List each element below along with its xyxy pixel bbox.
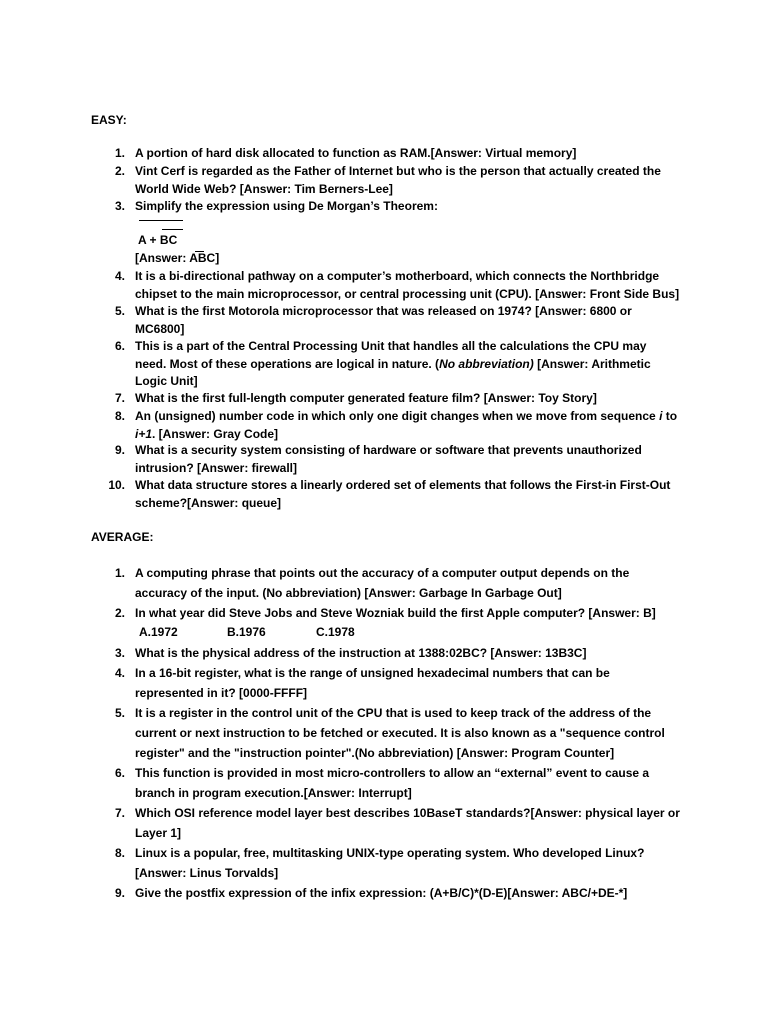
question-text-italic: i: [659, 409, 663, 423]
question-text: In what year did Steve Jobs and Steve Wozniak build the first Apple computer? [Answer: B]: [135, 606, 656, 620]
section-title-average: AVERAGE:: [91, 530, 154, 544]
question-number: 5.: [114, 304, 125, 318]
question-text: A portion of hard disk allocated to function as RAM.[Answer: Virtual memory]: [135, 146, 577, 160]
question-number: 7.: [114, 806, 125, 820]
expression-overbar-long: [139, 220, 183, 221]
question-text: register" and the "instruction pointer".(No abbreviation) [Answer: Program Counter]: [135, 746, 615, 760]
section-title-easy: EASY:: [91, 113, 127, 127]
question-text: This is a part of the Central Processing Unit that handles all the calculations the CPU may: [135, 339, 647, 353]
question-number: 9.: [114, 886, 125, 900]
question-number: 9.: [114, 443, 125, 457]
question-number: 1.: [114, 566, 125, 580]
question-text: What is the physical address of the instruction at 1388:02BC? [Answer: 13B3C]: [135, 646, 587, 660]
question-number: 10.: [108, 478, 125, 492]
question-text: It is a register in the control unit of the CPU that is used to keep track of the address of the: [135, 706, 652, 720]
question-text: World Wide Web? [Answer: Tim Berners-Lee]: [135, 181, 393, 196]
question-number: 8.: [114, 409, 125, 423]
question-text: represented in it? [0000-FFFF]: [135, 686, 308, 700]
question-number: 2.: [114, 606, 125, 620]
question-text: intrusion? [Answer: firewall]: [135, 460, 298, 475]
question-text: chipset to the main microprocessor, or central processing unit (CPU). [Answer: Front Side Bus]: [135, 286, 680, 301]
question-number: 3.: [114, 199, 125, 213]
question-text: scheme?[Answer: queue]: [135, 495, 282, 510]
question-text-italic: i+1: [135, 426, 153, 441]
question-text: accuracy of the input. (No abbreviation) [Answer: Garbage In Garbage Out]: [135, 586, 562, 600]
question-number: 1.: [114, 146, 125, 160]
question-text: Give the postfix expression of the infix expression: (A+B/C)*(D-E)[Answer: ABC/+DE-*]: [135, 886, 628, 900]
question-text: What is a security system consisting of hardware or software that prevents unauthorized: [135, 443, 642, 457]
question-text: branch in program execution.[Answer: Interrupt]: [135, 786, 412, 800]
de-morgan-answer: [Answer: ABC]: [135, 251, 220, 265]
question-text: What is the first Motorola microprocessor that was released on 1974? [Answer: 6800 or: [135, 304, 632, 318]
question-number: 8.: [114, 846, 125, 860]
question-text: An (unsigned) number code in which only one digit changes when we move from sequence: [135, 409, 660, 423]
answer-overbar: [195, 251, 204, 252]
question-text: [Answer: Arithmetic: [533, 356, 651, 371]
option-c: C.1978: [316, 625, 355, 639]
expression-overbar-short: [162, 229, 183, 230]
question-number: 7.: [114, 391, 125, 405]
question-text: Logic Unit]: [135, 374, 198, 388]
question-text: Which OSI reference model layer best describes 10BaseT standards?[Answer: physical layer or: [135, 806, 680, 820]
question-number: 5.: [114, 706, 125, 720]
question-text: . [Answer: Gray Code]: [152, 426, 279, 441]
question-text: current or next instruction to be fetched or executed. It is also known as a "sequence control: [135, 726, 665, 740]
question-text: It is a bi-directional pathway on a computer’s motherboard, which connects the Northbridge: [135, 269, 660, 283]
question-text: What is the first full-length computer generated feature film? [Answer: Toy Story]: [135, 391, 597, 405]
question-text: Vint Cerf is regarded as the Father of Internet but who is the person that actually created the: [135, 164, 661, 178]
question-text: need. Most of these operations are logical in nature. (: [135, 356, 440, 371]
option-b: B.1976: [227, 625, 266, 639]
question-number: 4.: [114, 269, 125, 283]
question-text: What data structure stores a linearly ordered set of elements that follows the First-in First-Out: [135, 478, 671, 492]
question-text: In a 16-bit register, what is the range of unsigned hexadecimal numbers that can be: [135, 666, 610, 680]
question-text-italic: No abbreviation): [439, 356, 534, 371]
question-text: MC6800]: [135, 321, 185, 336]
question-text: Layer 1]: [135, 826, 182, 840]
question-number: 2.: [114, 164, 125, 178]
question-text: [Answer: Linus Torvalds]: [135, 866, 279, 880]
question-text: to: [662, 409, 678, 423]
de-morgan-expression: A + BC: [138, 233, 178, 247]
question-number: 3.: [114, 646, 125, 660]
question-text: Linux is a popular, free, multitasking UNIX-type operating system. Who developed Linux?: [135, 846, 645, 860]
question-number: 6.: [114, 339, 125, 353]
option-a: A.1972: [139, 625, 178, 639]
question-number: 6.: [114, 766, 125, 780]
question-text: Simplify the expression using De Morgan’s Theorem:: [135, 199, 438, 213]
question-text: This function is provided in most micro-controllers to allow an “external” event to cause a: [135, 766, 650, 780]
question-number: 4.: [114, 666, 125, 680]
question-text: A computing phrase that points out the accuracy of a computer output depends on the: [135, 566, 630, 580]
